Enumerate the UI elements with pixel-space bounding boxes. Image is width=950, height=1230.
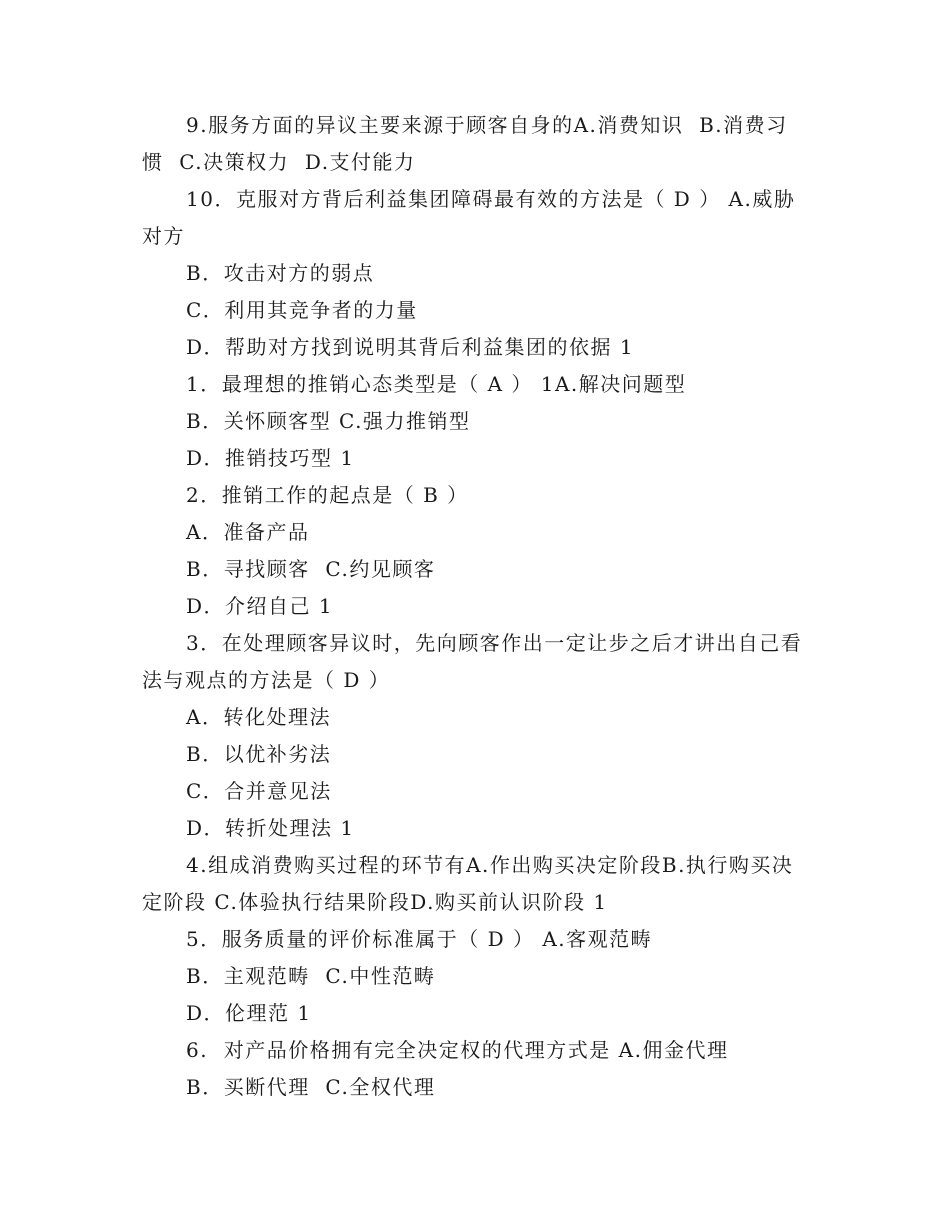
question-6-options-bc: B．买断代理 C.全权代理 [186,1075,436,1099]
question-10-option-b: B．攻击对方的弱点 [186,261,375,285]
question-3-option-b: B．以优补劣法 [186,742,332,766]
question-10-text: 10．克服对方背后利益集团障碍最有效的方法是（ D ） A.威胁 [186,187,796,211]
question-10-option-c: C．利用其竞争者的力量 [186,298,418,322]
question-10-option-d: D．帮助对方找到说明其背后利益集团的依据 1 [186,335,635,359]
question-5-option-d: D．伦理范 1 [186,1001,312,1025]
question-2-options-bc: B．寻找顾客 C.约见顾客 [186,557,436,581]
question-3-option-d: D．转折处理法 1 [186,816,355,840]
question-2-option-a: A．准备产品 [186,520,310,544]
question-1-options: B．关怀顾客型 C.强力推销型 [186,409,471,433]
question-3-option-a: A．转化处理法 [186,705,331,729]
question-2-option-d: D．介绍自己 1 [186,594,334,618]
question-5-text: 5．服务质量的评价标准属于（ D ） A.客观范畴 [186,927,653,951]
question-9-text: 9.服务方面的异议主要来源于顾客自身的A.消费知识 B.消费习 [186,113,788,137]
question-1-option-d: D．推销技巧型 1 [186,446,355,470]
document-body [142,107,810,1106]
question-10-text-cont: 对方 [142,224,185,248]
question-9-text-cont: 惯 C.决策权力 D.支付能力 [142,150,416,174]
question-6-text: 6. 对产品价格拥有完全决定权的代理方式是 A.佣金代理 [186,1038,729,1062]
question-4-text: 4.组成消费购买过程的环节有A.作出购买决定阶段B.执行购买决 [186,853,794,877]
question-2-text: 2．推销工作的起点是（ B ） [186,483,469,507]
question-3-text: 3．在处理顾客异议时，先向顾客作出一定让步之后才讲出自己看 [186,631,803,655]
question-5-options-bc: B．主观范畴 C.中性范畴 [186,964,436,988]
question-3-text-cont: 法与观点的方法是（ D ） [142,668,391,692]
question-4-text-cont: 定阶段 C.体验执行结果阶段D.购买前认识阶段 1 [142,890,608,914]
question-3-option-c: C．合并意见法 [186,779,332,803]
question-1-text: 1．最理想的推销心态类型是（ A ） 1A.解决问题型 [186,372,687,396]
